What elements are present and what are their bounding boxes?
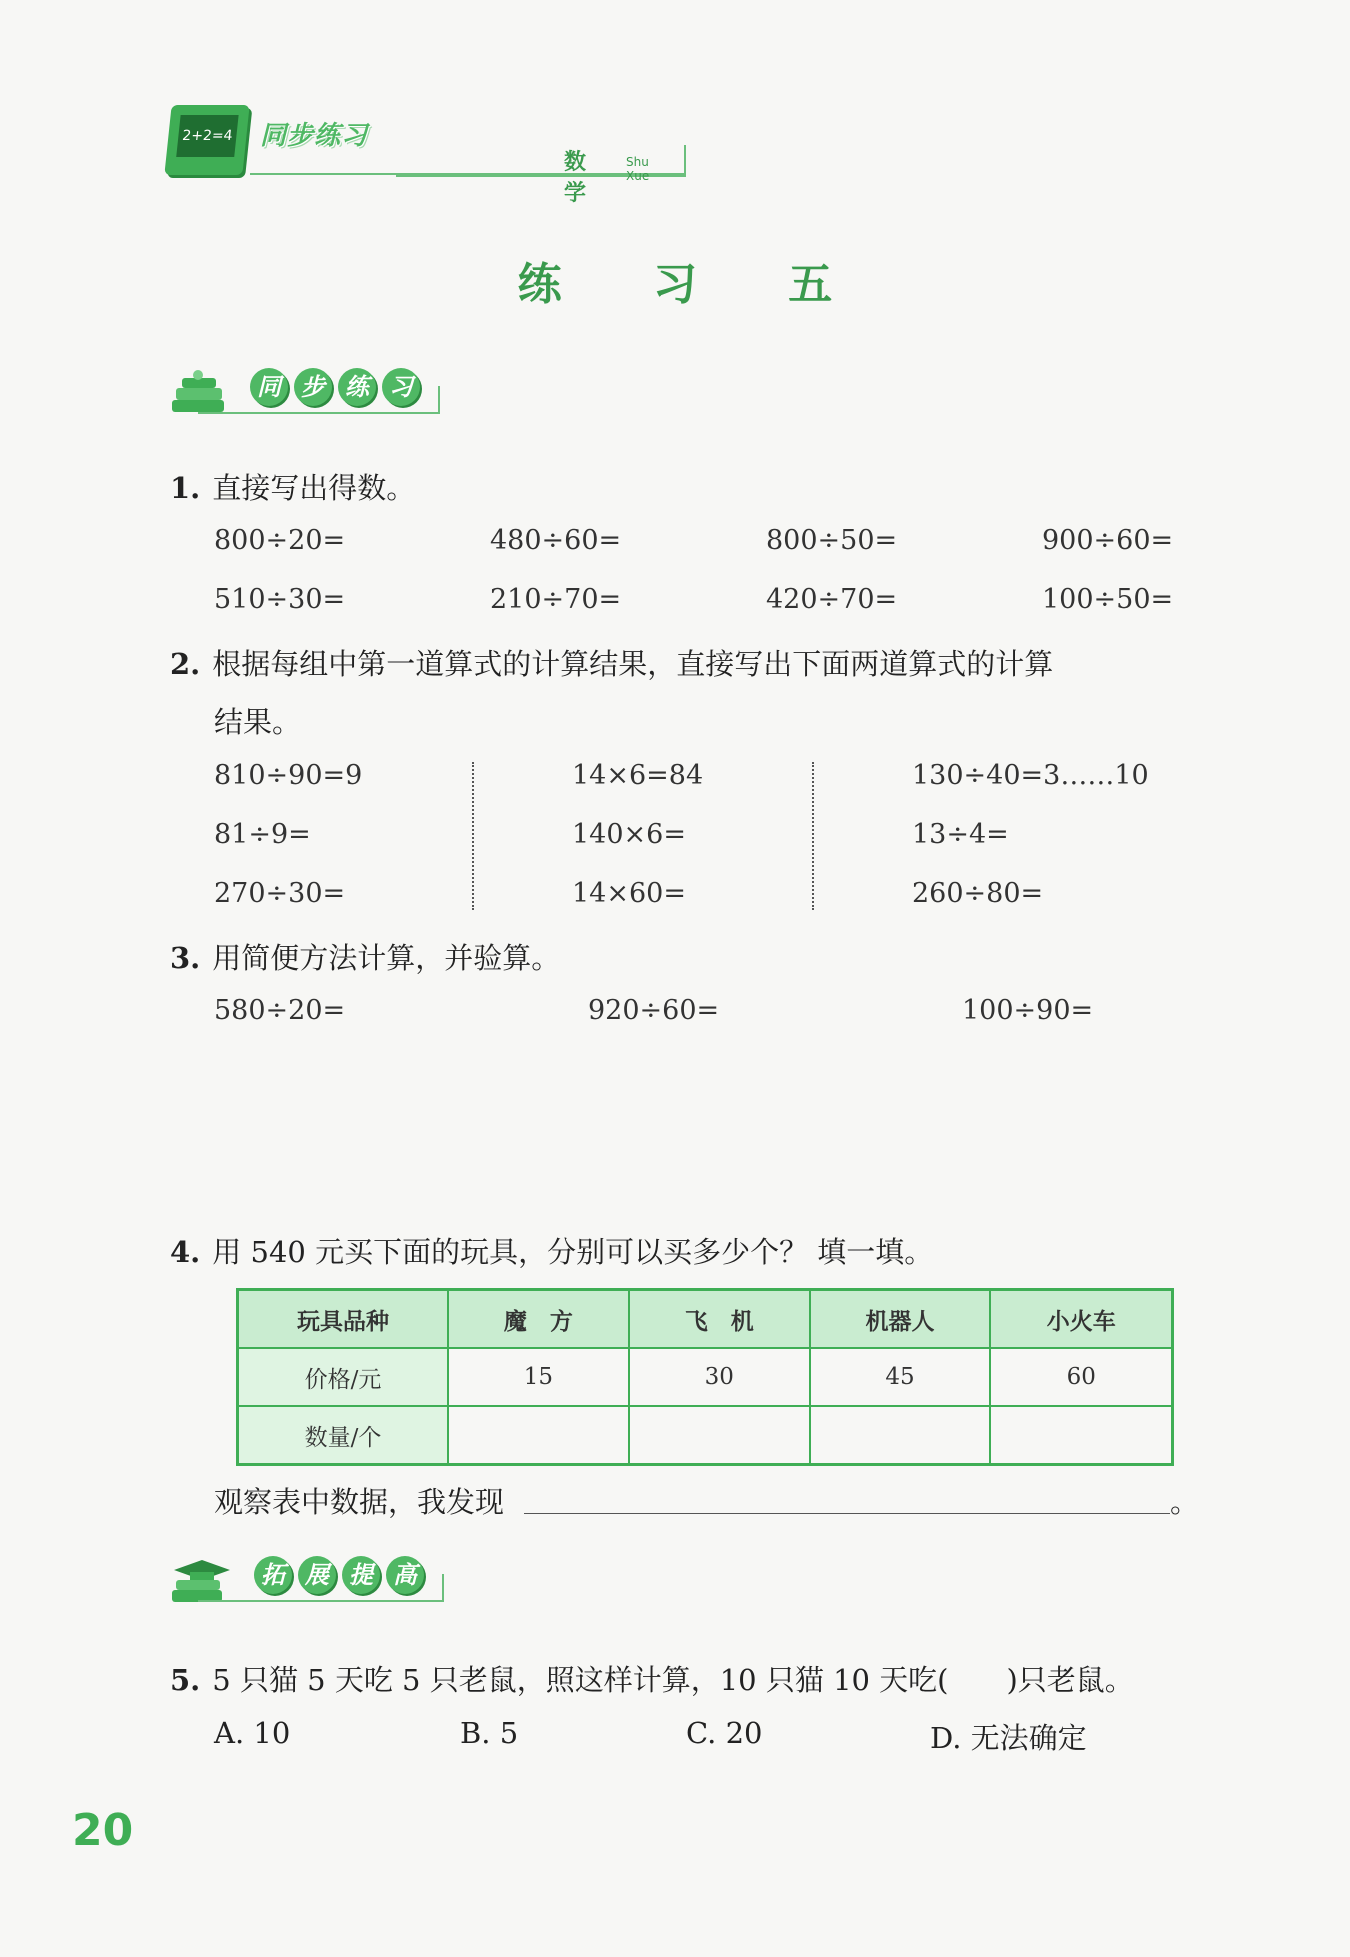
expression: 14×6=84 — [572, 760, 704, 791]
page-number: 20 — [72, 1805, 134, 1856]
series-header — [168, 105, 650, 206]
question-number: 4. — [170, 1235, 201, 1269]
extension-banner — [168, 1548, 444, 1618]
banner-underline — [198, 412, 438, 414]
table-cell: 60 — [990, 1348, 1172, 1406]
question-text: 5 只猫 5 天吃 5 只老鼠，照这样计算，10 只猫 10 天吃( )只老鼠。 — [212, 1663, 1134, 1697]
expression: 480÷60= — [490, 525, 622, 556]
table-row-label: 数量/个 — [238, 1406, 449, 1465]
question-number: 5. — [170, 1663, 201, 1697]
table-header-cell: 机器人 — [810, 1290, 991, 1349]
banner-title — [250, 368, 420, 406]
banner-end-mark — [442, 1574, 444, 1602]
expression: 100÷90= — [962, 995, 1094, 1026]
expression: 420÷70= — [766, 584, 898, 615]
table-cell: 45 — [810, 1348, 991, 1406]
books-stack-icon — [168, 370, 232, 418]
question-text: 用简便方法计算，并验算。 — [212, 941, 561, 975]
option-d[interactable]: D. 无法确定 — [930, 1721, 1087, 1755]
table-header-cell: 小火车 — [990, 1290, 1172, 1349]
answer-cell[interactable] — [990, 1406, 1172, 1465]
series-title: 同步练习 — [260, 121, 369, 151]
table-cell: 15 — [448, 1348, 629, 1406]
expression: 100÷50= — [1042, 584, 1174, 615]
banner-char: 练 — [338, 368, 376, 406]
banner-char: 同 — [250, 368, 288, 406]
subject-label: 数学 — [564, 150, 587, 206]
table-header-cell: 玩具品种 — [238, 1290, 449, 1349]
table-row — [238, 1348, 1173, 1406]
chalkboard-icon — [164, 105, 249, 175]
banner-end-mark — [438, 386, 440, 414]
group-divider — [812, 762, 814, 910]
expression: 260÷80= — [912, 878, 1044, 909]
observation-period: 。 — [1170, 1485, 1200, 1519]
question-3 — [170, 936, 560, 977]
page-title: 练 习 五 — [517, 259, 871, 310]
expression: 510÷30= — [214, 584, 346, 615]
question-text: 根据每组中第一道算式的计算结果，直接写出下面两道算式的计算 — [212, 647, 1054, 681]
table-row-label: 价格/元 — [238, 1348, 449, 1406]
question-number: 3. — [170, 941, 201, 975]
question-4 — [170, 1230, 933, 1271]
chalkboard-text: 2+2=4 — [176, 115, 238, 157]
question-number: 1. — [170, 471, 201, 505]
answer-cell[interactable] — [448, 1406, 629, 1465]
expression: 140×6= — [572, 819, 686, 850]
group-divider — [472, 762, 474, 910]
expression: 800÷50= — [766, 525, 898, 556]
option-b[interactable]: B. 5 — [460, 1716, 519, 1750]
table-header-row — [238, 1290, 1173, 1349]
banner-char: 拓 — [254, 1556, 292, 1594]
banner-title — [254, 1556, 424, 1594]
banner-char: 习 — [382, 368, 420, 406]
grad-cap-books-icon — [168, 1558, 232, 1606]
expression: 130÷40=3……10 — [912, 760, 1149, 791]
table-cell: 30 — [629, 1348, 810, 1406]
option-c[interactable]: C. 20 — [686, 1716, 763, 1750]
banner-char: 提 — [342, 1556, 380, 1594]
question-number: 2. — [170, 647, 201, 681]
expression: 580÷20= — [214, 995, 346, 1026]
question-text: 用 540 元买下面的玩具，分别可以买多少个？ 填一填。 — [212, 1235, 934, 1269]
question-5 — [170, 1658, 1134, 1699]
banner-underline — [198, 1600, 442, 1602]
question-2-continued: 结果。 — [214, 705, 302, 739]
expression: 210÷70= — [490, 584, 622, 615]
toy-price-table — [236, 1288, 1174, 1466]
banner-char: 步 — [294, 368, 332, 406]
expression: 900÷60= — [1042, 525, 1174, 556]
banner-char: 展 — [298, 1556, 336, 1594]
banner-char: 高 — [386, 1556, 424, 1594]
table-row — [238, 1406, 1173, 1465]
expression: 14×60= — [572, 878, 686, 909]
expression: 13÷4= — [912, 819, 1009, 850]
sync-practice-banner — [168, 360, 440, 430]
answer-cell[interactable] — [810, 1406, 991, 1465]
answer-cell[interactable] — [629, 1406, 810, 1465]
expression: 800÷20= — [214, 525, 346, 556]
expression: 270÷30= — [214, 878, 346, 909]
table-header-cell: 魔 方 — [448, 1290, 629, 1349]
observation-prompt: 观察表中数据，我发现 — [214, 1485, 505, 1519]
subject-pinyin: Shu Xue — [626, 155, 650, 183]
option-a[interactable]: A. 10 — [214, 1716, 291, 1750]
expression: 81÷9= — [214, 819, 311, 850]
observation-answer-line[interactable] — [524, 1513, 1170, 1514]
expression: 810÷90=9 — [214, 760, 363, 791]
question-1 — [170, 466, 415, 507]
table-header-cell: 飞 机 — [629, 1290, 810, 1349]
question-2 — [170, 642, 1053, 683]
question-text: 直接写出得数。 — [212, 471, 416, 505]
expression: 920÷60= — [588, 995, 720, 1026]
